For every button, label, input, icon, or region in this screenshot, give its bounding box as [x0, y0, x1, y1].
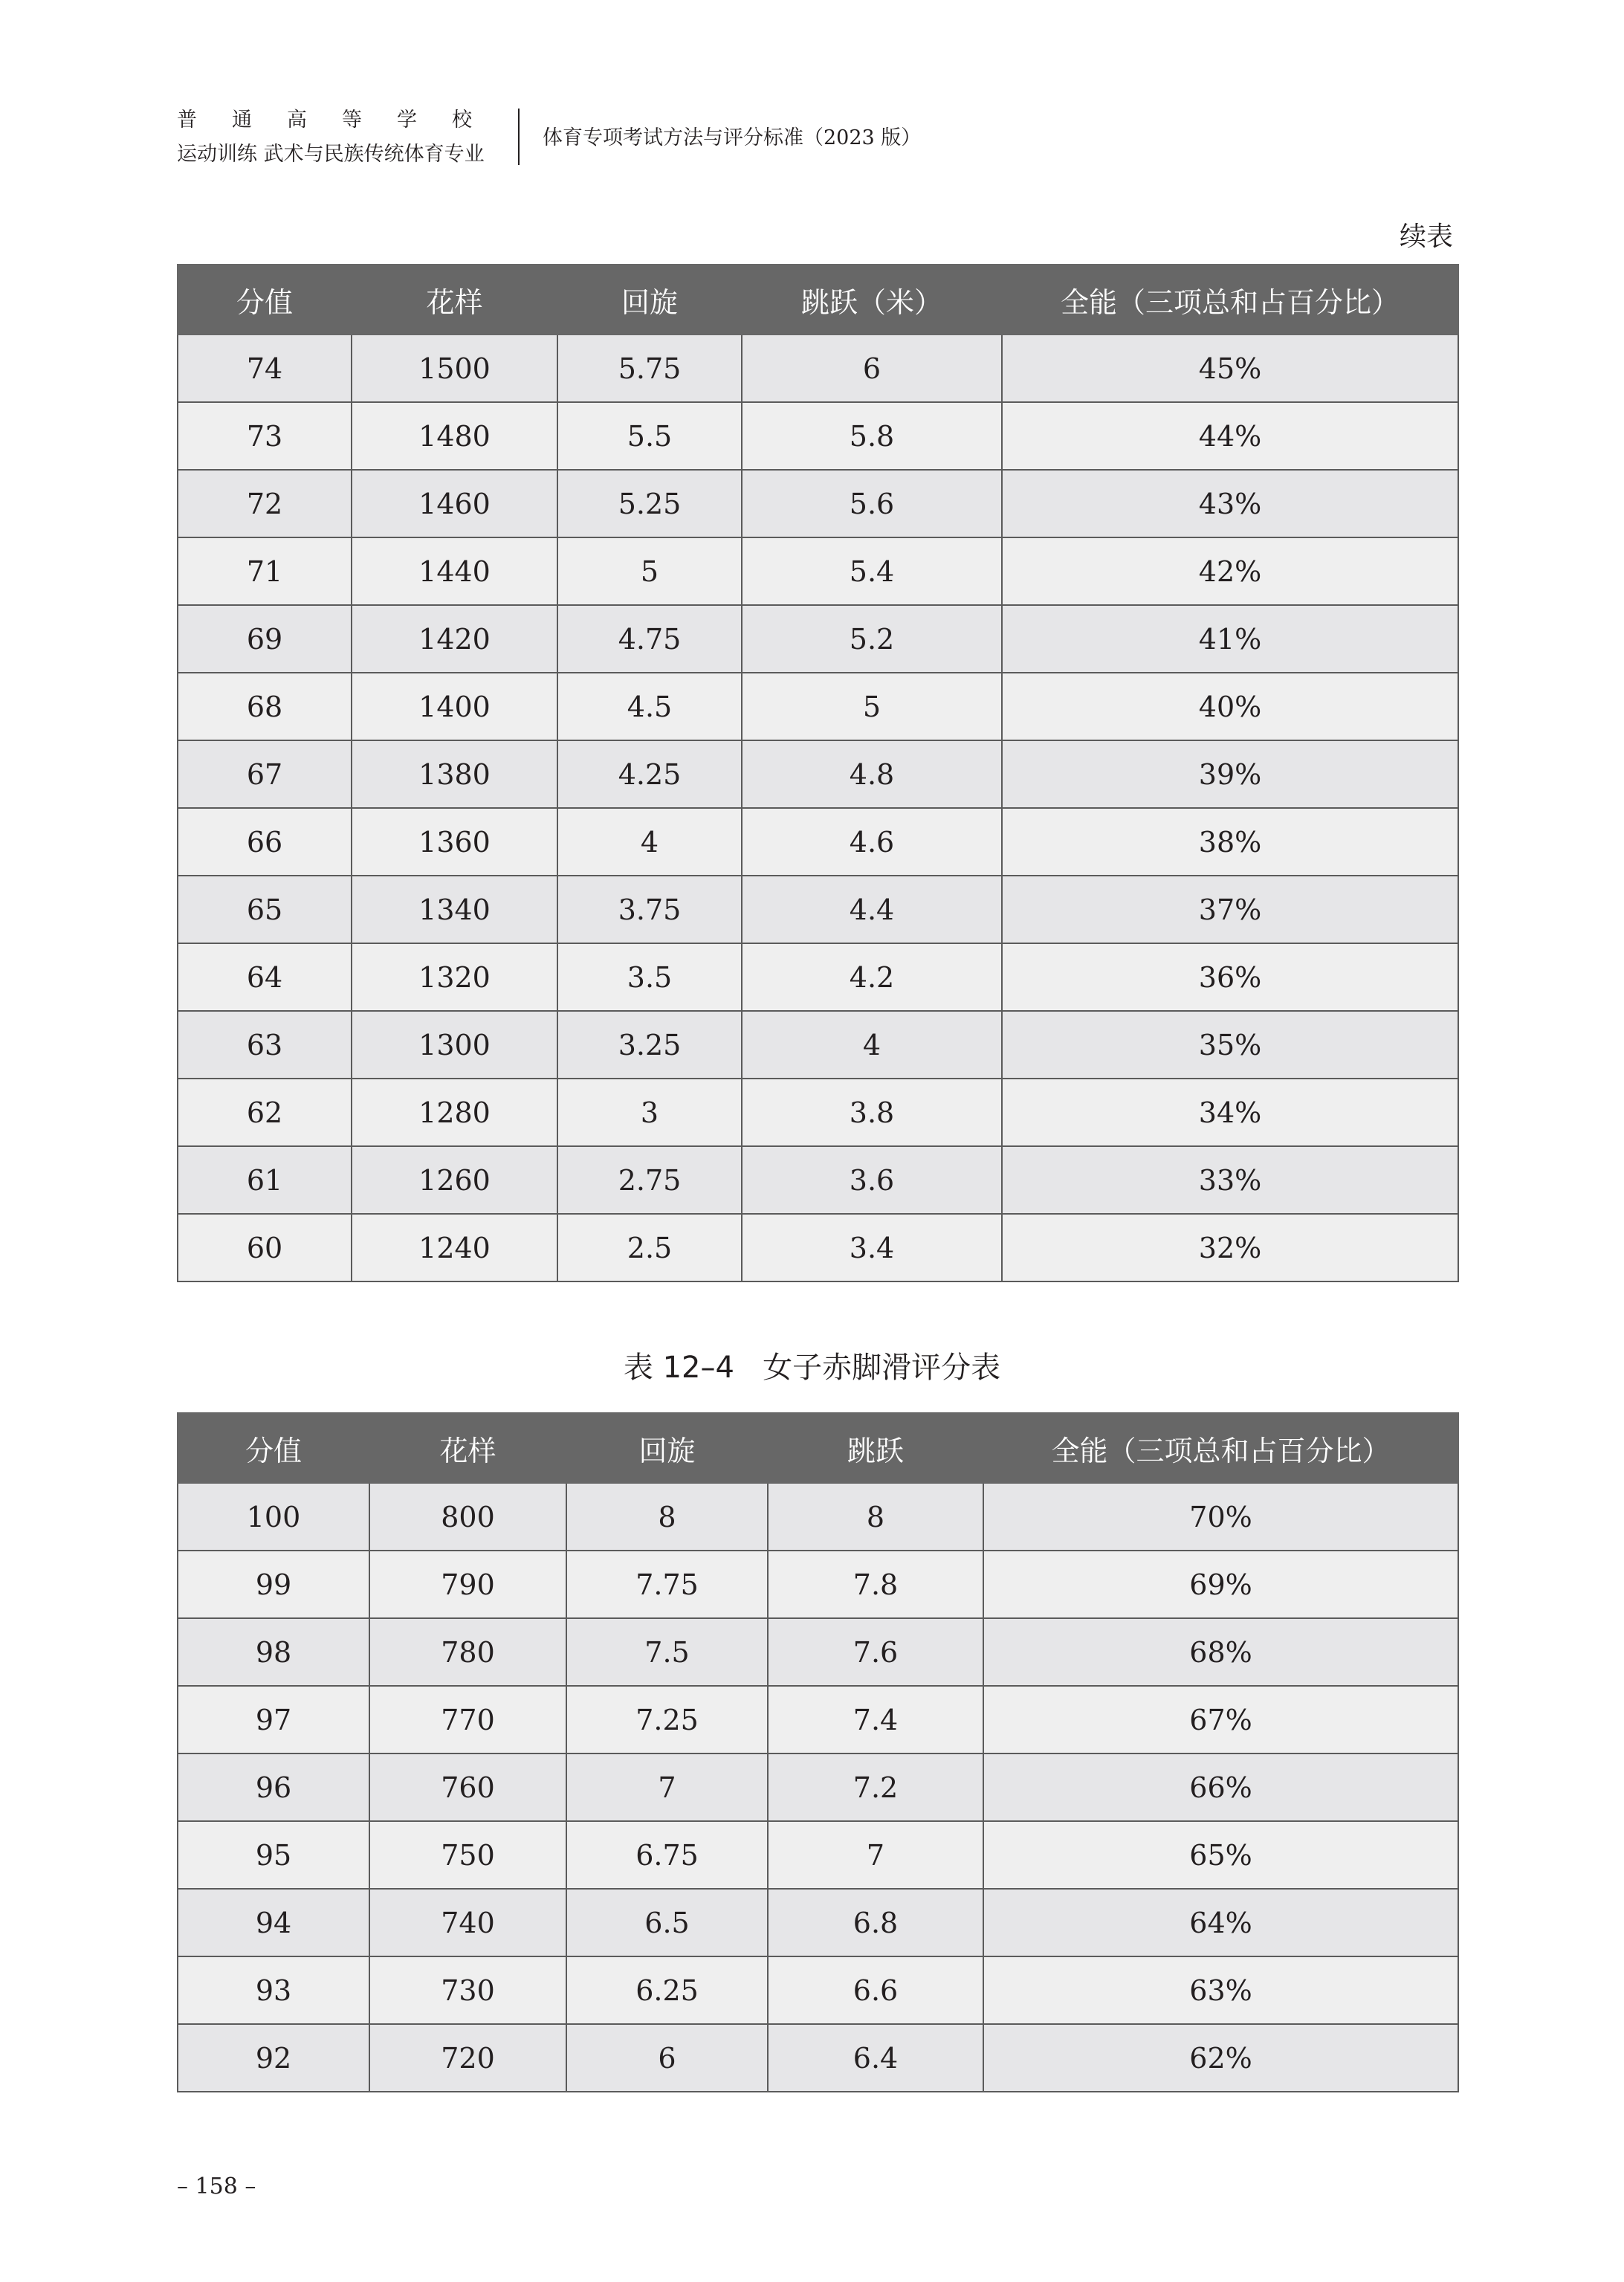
table-header-row — [178, 1413, 1458, 1483]
score-cell: 60 — [178, 1214, 352, 1281]
pattern-cell: 1240 — [352, 1214, 557, 1281]
table-row — [178, 537, 1458, 605]
turn-cell: 5 — [557, 537, 742, 605]
score-cell: 97 — [178, 1686, 369, 1753]
score-cell: 63 — [178, 1011, 352, 1079]
overall-cell: 65% — [983, 1821, 1458, 1889]
overall-cell: 36% — [1002, 943, 1458, 1011]
overall-cell: 39% — [1002, 740, 1458, 808]
table-row — [178, 1956, 1458, 2024]
pattern-cell: 750 — [369, 1821, 566, 1889]
overall-cell: 37% — [1002, 876, 1458, 943]
column-header-pattern: 花样 — [352, 265, 557, 334]
jump-cell: 3.4 — [742, 1214, 1002, 1281]
score-cell: 62 — [178, 1079, 352, 1146]
table-row — [178, 334, 1458, 402]
turn-cell: 3.5 — [557, 943, 742, 1011]
overall-cell: 40% — [1002, 673, 1458, 740]
overall-cell: 67% — [983, 1686, 1458, 1753]
turn-cell: 4 — [557, 808, 742, 876]
table-row — [178, 1551, 1458, 1618]
score-cell: 64 — [178, 943, 352, 1011]
caption-number: 表 12–4 — [623, 1351, 734, 1385]
overall-cell: 42% — [1002, 537, 1458, 605]
column-header-pattern: 花样 — [369, 1413, 566, 1483]
pattern-cell: 1420 — [352, 605, 557, 673]
table-row — [178, 808, 1458, 876]
score-cell: 61 — [178, 1146, 352, 1214]
jump-cell: 7.6 — [768, 1618, 983, 1686]
column-header-turn: 回旋 — [557, 265, 742, 334]
column-header-jump: 跳跃 — [768, 1413, 983, 1483]
table-row — [178, 1146, 1458, 1214]
table-row — [178, 876, 1458, 943]
table-row — [178, 1686, 1458, 1753]
table-row — [178, 402, 1458, 470]
jump-cell: 3.8 — [742, 1079, 1002, 1146]
pattern-cell: 770 — [369, 1686, 566, 1753]
column-header-overall: 全能（三项总和占百分比） — [1002, 265, 1458, 334]
overall-cell: 45% — [1002, 334, 1458, 402]
score-table-continued — [177, 264, 1459, 1282]
score-cell: 93 — [178, 1956, 369, 2024]
pattern-cell: 1320 — [352, 943, 557, 1011]
jump-cell: 6.6 — [768, 1956, 983, 2024]
turn-cell: 7.75 — [566, 1551, 768, 1618]
overall-cell: 70% — [983, 1483, 1458, 1551]
turn-cell: 5.5 — [557, 402, 742, 470]
table-row — [178, 605, 1458, 673]
turn-cell: 4.25 — [557, 740, 742, 808]
overall-cell: 68% — [983, 1618, 1458, 1686]
pattern-cell: 720 — [369, 2024, 566, 2092]
turn-cell: 6.25 — [566, 1956, 768, 2024]
score-cell: 67 — [178, 740, 352, 808]
jump-cell: 4 — [742, 1011, 1002, 1079]
turn-cell: 3 — [557, 1079, 742, 1146]
pattern-cell: 790 — [369, 1551, 566, 1618]
table-row — [178, 1079, 1458, 1146]
overall-cell: 62% — [983, 2024, 1458, 2092]
column-header-overall: 全能（三项总和占百分比） — [983, 1413, 1458, 1483]
table-row — [178, 1889, 1458, 1956]
pattern-cell: 740 — [369, 1889, 566, 1956]
table-row — [178, 1011, 1458, 1079]
pattern-cell: 1400 — [352, 673, 557, 740]
turn-cell: 5.25 — [557, 470, 742, 537]
pattern-cell: 1380 — [352, 740, 557, 808]
overall-cell: 63% — [983, 1956, 1458, 2024]
overall-cell: 69% — [983, 1551, 1458, 1618]
turn-cell: 7.25 — [566, 1686, 768, 1753]
turn-cell: 4.5 — [557, 673, 742, 740]
jump-cell: 5.8 — [742, 402, 1002, 470]
table-row — [178, 1483, 1458, 1551]
score-cell: 100 — [178, 1483, 369, 1551]
column-header-jump: 跳跃（米） — [742, 265, 1002, 334]
pattern-cell: 1500 — [352, 334, 557, 402]
score-cell: 71 — [178, 537, 352, 605]
turn-cell: 2.75 — [557, 1146, 742, 1214]
pattern-cell: 1280 — [352, 1079, 557, 1146]
pattern-cell: 1460 — [352, 470, 557, 537]
pattern-cell: 1260 — [352, 1146, 557, 1214]
pattern-cell: 1360 — [352, 808, 557, 876]
score-cell: 94 — [178, 1889, 369, 1956]
overall-cell: 35% — [1002, 1011, 1458, 1079]
score-cell: 72 — [178, 470, 352, 537]
jump-cell: 7 — [768, 1821, 983, 1889]
table-row — [178, 1821, 1458, 1889]
table-row — [178, 1753, 1458, 1821]
turn-cell: 7.5 — [566, 1618, 768, 1686]
pattern-cell: 730 — [369, 1956, 566, 2024]
score-cell: 98 — [178, 1618, 369, 1686]
continued-label: 续表 — [1399, 222, 1453, 252]
header-divider — [518, 109, 520, 165]
turn-cell: 3.25 — [557, 1011, 742, 1079]
score-cell: 99 — [178, 1551, 369, 1618]
column-header-score: 分值 — [178, 265, 352, 334]
column-header-score: 分值 — [178, 1413, 369, 1483]
jump-cell: 4.8 — [742, 740, 1002, 808]
overall-cell: 66% — [983, 1753, 1458, 1821]
turn-cell: 6.5 — [566, 1889, 768, 1956]
score-cell: 96 — [178, 1753, 369, 1821]
jump-cell: 5.6 — [742, 470, 1002, 537]
overall-cell: 44% — [1002, 402, 1458, 470]
jump-cell: 4.2 — [742, 943, 1002, 1011]
table-row — [178, 943, 1458, 1011]
page-number: – 158 – — [177, 2173, 256, 2199]
book-title: 体育专项考试方法与评分标准（2023 版） — [543, 126, 922, 149]
overall-cell: 33% — [1002, 1146, 1458, 1214]
score-cell: 69 — [178, 605, 352, 673]
score-cell: 73 — [178, 402, 352, 470]
score-cell: 68 — [178, 673, 352, 740]
turn-cell: 8 — [566, 1483, 768, 1551]
table-row — [178, 740, 1458, 808]
score-table-women-barefoot — [177, 1412, 1459, 2092]
jump-cell: 6 — [742, 334, 1002, 402]
pattern-cell: 1300 — [352, 1011, 557, 1079]
overall-cell: 38% — [1002, 808, 1458, 876]
jump-cell: 8 — [768, 1483, 983, 1551]
jump-cell: 7.8 — [768, 1551, 983, 1618]
turn-cell: 2.5 — [557, 1214, 742, 1281]
overall-cell: 41% — [1002, 605, 1458, 673]
jump-cell: 6.8 — [768, 1889, 983, 1956]
score-cell: 74 — [178, 334, 352, 402]
overall-cell: 32% — [1002, 1214, 1458, 1281]
series-title: 普通高等学校 — [177, 109, 507, 132]
overall-cell: 64% — [983, 1889, 1458, 1956]
turn-cell: 6.75 — [566, 1821, 768, 1889]
jump-cell: 7.2 — [768, 1753, 983, 1821]
pattern-cell: 1340 — [352, 876, 557, 943]
overall-cell: 34% — [1002, 1079, 1458, 1146]
table-row — [178, 1214, 1458, 1281]
pattern-cell: 780 — [369, 1618, 566, 1686]
jump-cell: 5.4 — [742, 537, 1002, 605]
pattern-cell: 760 — [369, 1753, 566, 1821]
series-subtitle: 运动训练 武术与民族传统体育专业 — [177, 143, 485, 166]
score-cell: 95 — [178, 1821, 369, 1889]
pattern-cell: 1440 — [352, 537, 557, 605]
turn-cell: 5.75 — [557, 334, 742, 402]
jump-cell: 3.6 — [742, 1146, 1002, 1214]
pattern-cell: 1480 — [352, 402, 557, 470]
turn-cell: 3.75 — [557, 876, 742, 943]
jump-cell: 5.2 — [742, 605, 1002, 673]
table-row — [178, 1618, 1458, 1686]
table-row — [178, 673, 1458, 740]
table-header-row — [178, 265, 1458, 334]
column-header-turn: 回旋 — [566, 1413, 768, 1483]
turn-cell: 7 — [566, 1753, 768, 1821]
running-header-left — [177, 106, 507, 169]
jump-cell: 4.6 — [742, 808, 1002, 876]
caption-title: 女子赤脚滑评分表 — [763, 1351, 1001, 1385]
jump-cell: 5 — [742, 673, 1002, 740]
score-cell: 65 — [178, 876, 352, 943]
turn-cell: 6 — [566, 2024, 768, 2092]
score-cell: 66 — [178, 808, 352, 876]
table-row — [178, 2024, 1458, 2092]
jump-cell: 7.4 — [768, 1686, 983, 1753]
table-caption — [0, 1345, 1624, 1390]
jump-cell: 6.4 — [768, 2024, 983, 2092]
jump-cell: 4.4 — [742, 876, 1002, 943]
overall-cell: 43% — [1002, 470, 1458, 537]
score-cell: 92 — [178, 2024, 369, 2092]
table-row — [178, 470, 1458, 537]
pattern-cell: 800 — [369, 1483, 566, 1551]
turn-cell: 4.75 — [557, 605, 742, 673]
